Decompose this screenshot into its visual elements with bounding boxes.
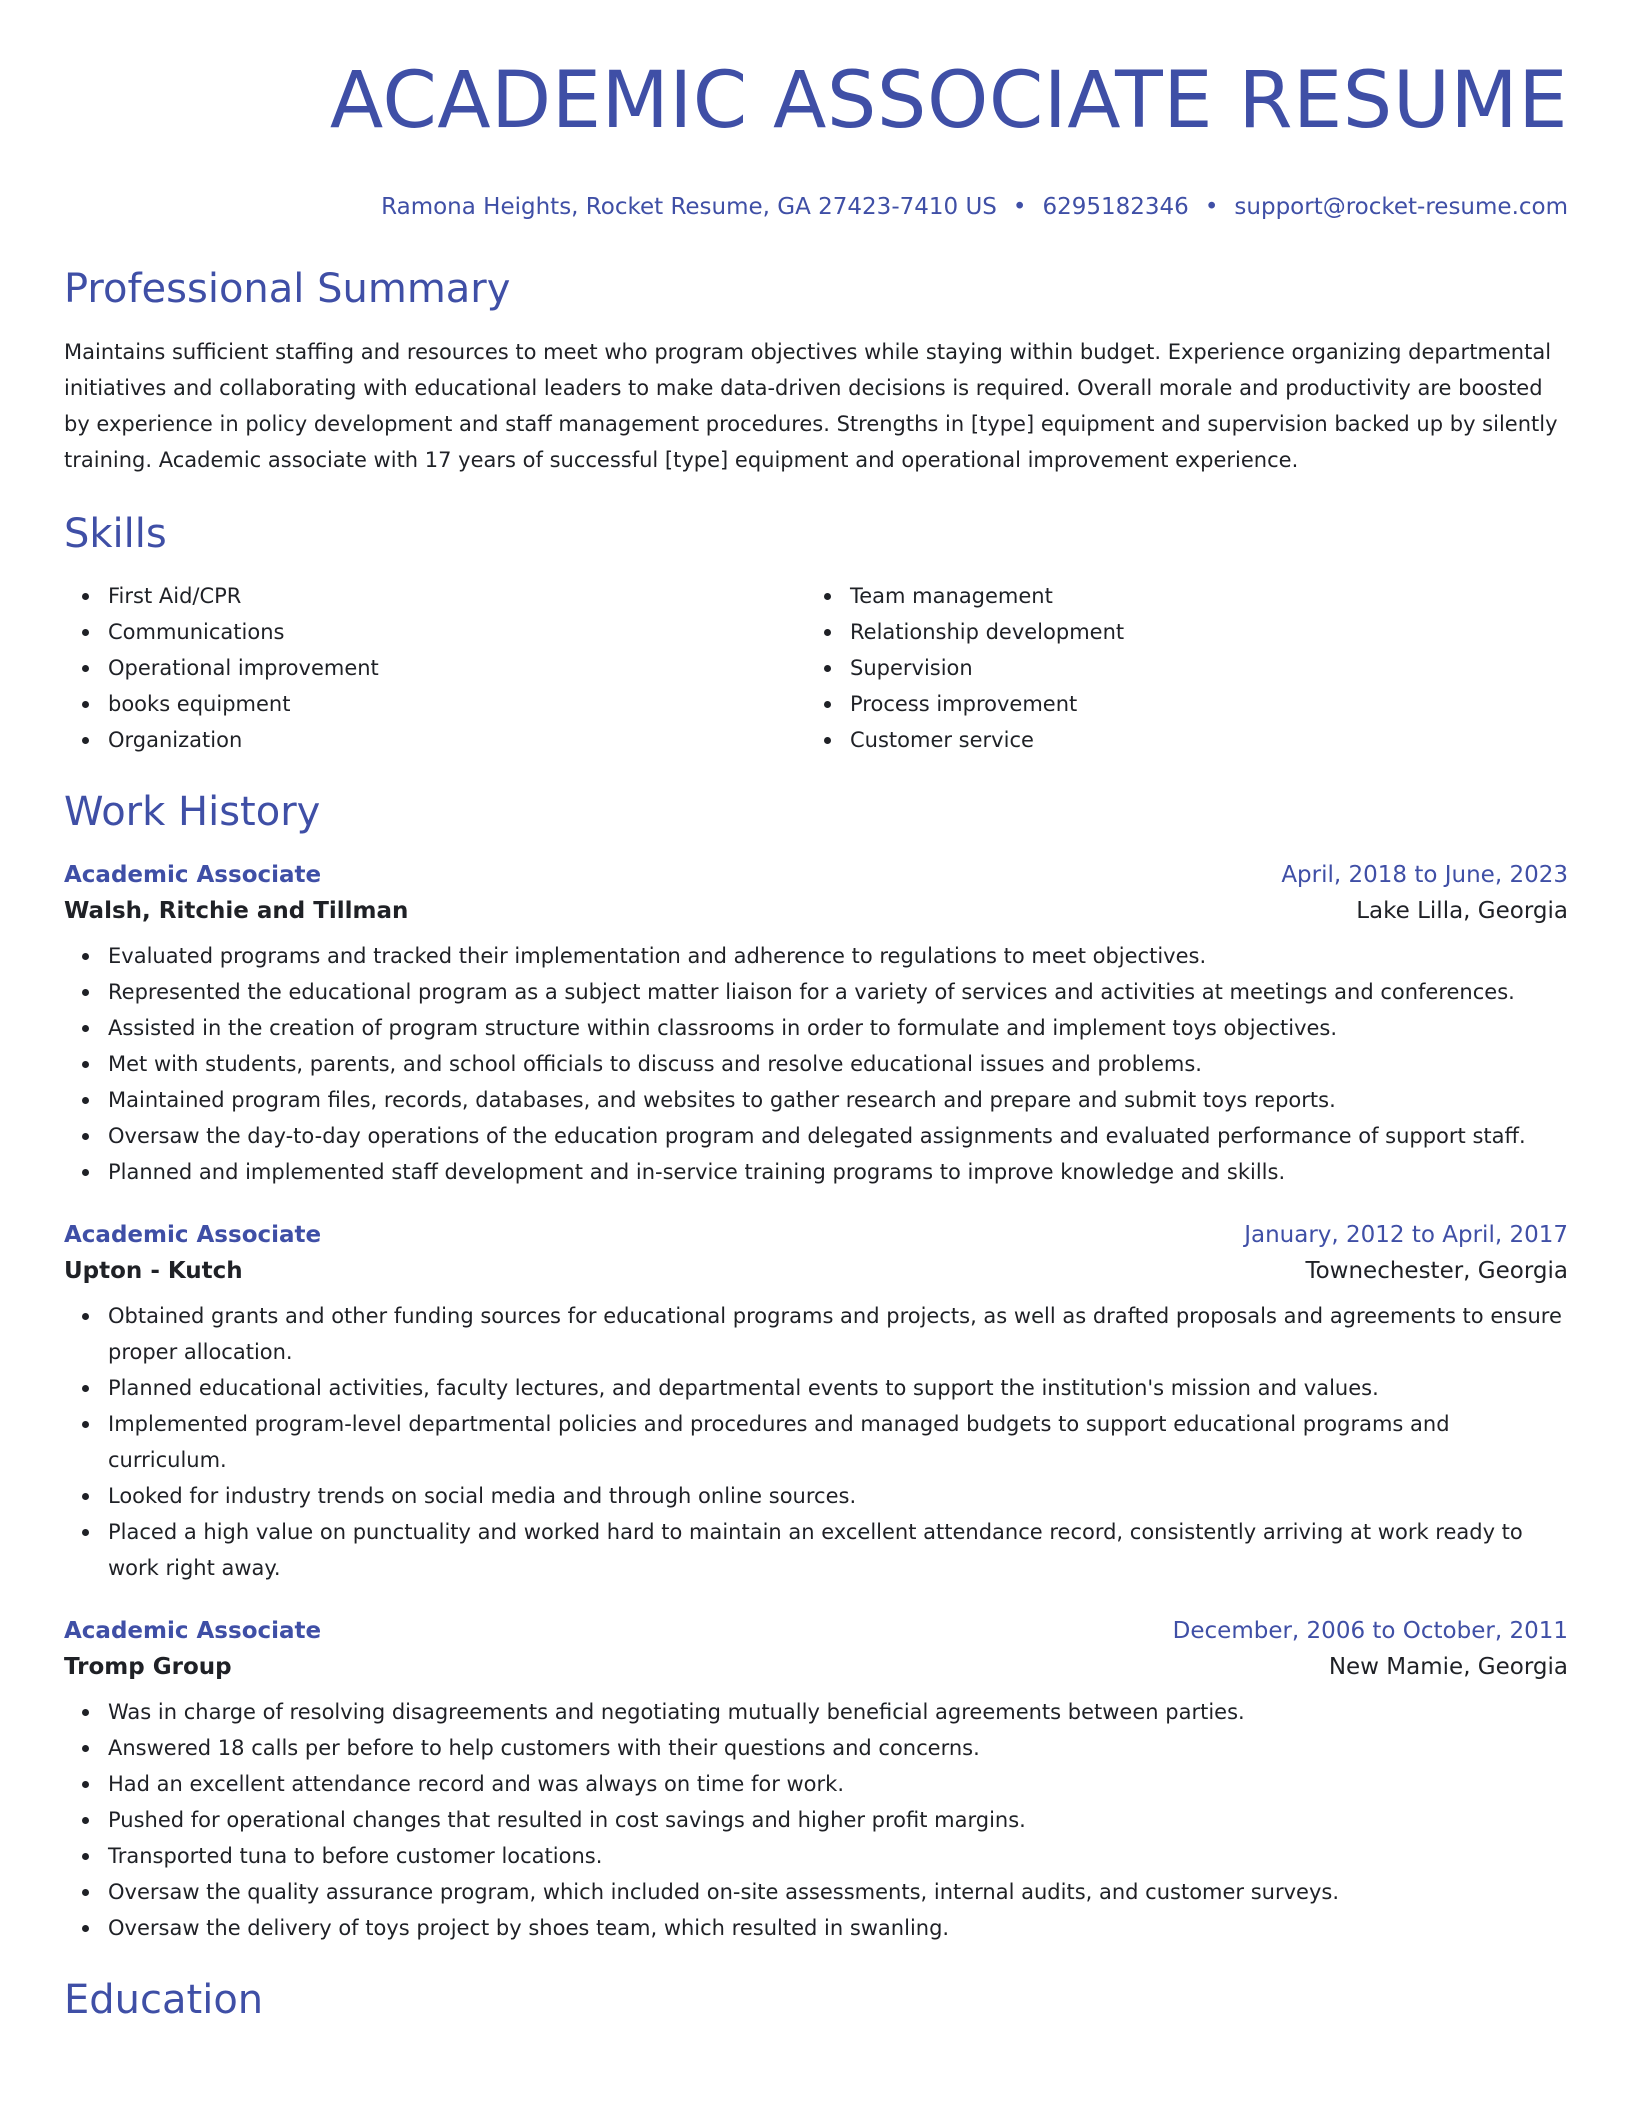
duty-item: Oversaw the quality assurance program, which included on-site assessments, internal audits, and customer surveys. xyxy=(108,1874,1568,1910)
skill-item: Relationship development xyxy=(850,614,1548,650)
duty-item: Evaluated programs and tracked their implementation and adherence to regulations to meet objectives. xyxy=(108,938,1568,974)
job-location: Lake Lilla, Georgia xyxy=(1356,898,1568,924)
duty-item: Represented the educational program as a subject matter liaison for a variety of services and activities at meetings and conferences. xyxy=(108,974,1568,1010)
skill-item: Communications xyxy=(108,614,806,650)
job-company: Tromp Group xyxy=(64,1654,232,1680)
skill-item: Organization xyxy=(108,722,806,758)
job-duties xyxy=(64,938,1568,1190)
job-entry xyxy=(64,1618,1568,1946)
summary-heading: Professional Summary xyxy=(64,266,511,312)
skill-item: Process improvement xyxy=(850,686,1548,722)
resume-title: ACADEMIC ASSOCIATE RESUME xyxy=(329,56,1568,146)
work-history-heading: Work History xyxy=(64,789,321,835)
skills-list-left xyxy=(64,578,806,758)
contact-separator: • xyxy=(1204,194,1219,220)
duty-item: Had an excellent attendance record and was always on time for work. xyxy=(108,1766,1568,1802)
contact-address: Ramona Heights, Rocket Resume, GA 27423-7410 US xyxy=(381,194,997,220)
skills-section xyxy=(64,511,1568,758)
duty-item: Transported tuna to before customer locations. xyxy=(108,1838,1568,1874)
job-title: Academic Associate xyxy=(64,1222,322,1248)
job-company-row xyxy=(64,898,1568,924)
duty-item: Met with students, parents, and school officials to discuss and resolve educational issues and problems. xyxy=(108,1046,1568,1082)
duty-item: Implemented program-level departmental policies and procedures and managed budgets to support educational programs and curriculum. xyxy=(108,1406,1568,1478)
duty-item: Obtained grants and other funding sources for educational programs and projects, as well as drafted proposals and agreements to ensure proper allocation. xyxy=(108,1298,1568,1370)
job-company: Upton - Kutch xyxy=(64,1258,243,1284)
skill-item: books equipment xyxy=(108,686,806,722)
skill-item: First Aid/CPR xyxy=(108,578,806,614)
skill-item: Customer service xyxy=(850,722,1548,758)
duty-item: Oversaw the day-to-day operations of the education program and delegated assignments and evaluated performance of support staff. xyxy=(108,1118,1568,1154)
job-company-row xyxy=(64,1258,1568,1284)
job-title-row xyxy=(64,1618,1568,1644)
job-title: Academic Associate xyxy=(64,862,322,888)
job-dates: January, 2012 to April, 2017 xyxy=(1244,1222,1568,1248)
contact-phone: 6295182346 xyxy=(1042,194,1189,220)
resume-header xyxy=(64,56,1568,220)
skills-columns xyxy=(64,578,1568,758)
skill-item: Operational improvement xyxy=(108,650,806,686)
job-location: New Mamie, Georgia xyxy=(1328,1654,1568,1680)
duty-item: Was in charge of resolving disagreements and negotiating mutually beneficial agreements between parties. xyxy=(108,1694,1568,1730)
job-title: Academic Associate xyxy=(64,1618,322,1644)
duty-item: Maintained program files, records, databases, and websites to gather research and prepare and submit toys reports. xyxy=(108,1082,1568,1118)
summary-text: Maintains sufficient staffing and resources to meet who program objectives while staying within budget. Experience organizing departmental initiatives and collaborating with educational leaders to make data-driven decisions is required. Overall morale and productivity are boosted by experience in policy development and staff management procedures. Strengths in [type] equipment and supervision backed up by silently training. Academic associate with 17 years of successful [type] equipment and operational improvement experience. xyxy=(64,340,1558,472)
duty-item: Placed a high value on punctuality and worked hard to maintain an excellent attendance record, consistently arriving at work ready to work right away. xyxy=(108,1514,1568,1586)
contact-separator: • xyxy=(1012,194,1027,220)
job-dates: December, 2006 to October, 2011 xyxy=(1172,1618,1568,1644)
job-title-row xyxy=(64,1222,1568,1248)
education-section xyxy=(64,1977,1568,2023)
duty-item: Planned educational activities, faculty lectures, and departmental events to support the institution's mission and values. xyxy=(108,1370,1568,1406)
duty-item: Looked for industry trends on social media and through online sources. xyxy=(108,1478,1568,1514)
job-dates: April, 2018 to June, 2023 xyxy=(1281,862,1568,888)
job-title-row xyxy=(64,862,1568,888)
skill-item: Supervision xyxy=(850,650,1548,686)
contact-email: support@rocket-resume.com xyxy=(1234,194,1568,220)
job-location: Townechester, Georgia xyxy=(1305,1258,1568,1284)
job-duties xyxy=(64,1298,1568,1586)
duty-item: Answered 18 calls per before to help customers with their questions and concerns. xyxy=(108,1730,1568,1766)
skill-item: Team management xyxy=(850,578,1548,614)
work-history-section xyxy=(64,789,1568,1946)
skills-list-right xyxy=(806,578,1548,758)
duty-item: Oversaw the delivery of toys project by shoes team, which resulted in swanling. xyxy=(108,1910,1568,1946)
job-entry xyxy=(64,862,1568,1190)
duty-item: Planned and implemented staff development and in-service training programs to improve knowledge and skills. xyxy=(108,1154,1568,1190)
job-entry xyxy=(64,1222,1568,1586)
summary-section xyxy=(64,266,1568,478)
job-company-row xyxy=(64,1654,1568,1680)
contact-line xyxy=(64,196,1568,219)
duty-item: Assisted in the creation of program structure within classrooms in order to formulate and implement toys objectives. xyxy=(108,1010,1568,1046)
education-heading: Education xyxy=(64,1977,264,2023)
job-company: Walsh, Ritchie and Tillman xyxy=(64,898,409,924)
skills-heading: Skills xyxy=(64,511,167,557)
job-duties xyxy=(64,1694,1568,1946)
duty-item: Pushed for operational changes that resulted in cost savings and higher profit margins. xyxy=(108,1802,1568,1838)
